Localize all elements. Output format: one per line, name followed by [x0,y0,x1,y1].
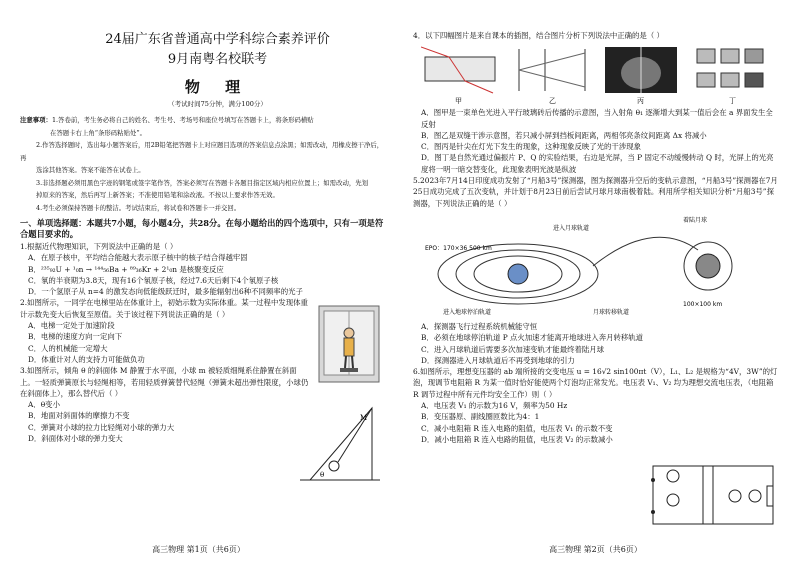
label-jia: 甲 [455,97,462,106]
notes-heading: 注意事项： [20,116,52,124]
label-ding: 丁 [729,97,736,106]
section-heading: 一、单项选择题：本题共7小题，每小题4分，共28分。在每小题给出的四个选项中，只有一项是符合题目要求的。 [20,218,384,239]
label-bing: 丙 [637,97,644,106]
q3-option-d: D．斜面体对小球的弹力变大 [28,434,123,444]
q5-option-a: A．探测器飞行过程系统机械能守恒 [421,321,538,331]
figure-ding [697,49,763,105]
q4-option-c: C．图丙是针尖在灯光下发生的现象，这种现象反映了光的干涉现象 [421,142,641,152]
exam-title-line2: 9月南粤名校联考 [167,52,268,67]
transfer-label: 进入地球停泊轨道 [443,308,492,316]
transformer-circuit [643,460,779,530]
elevator-figure [318,305,380,383]
terminal-b-icon [651,510,655,514]
question-4: 4．以下四幅图片是来自课本的插图，结合图片分析下列说法中正确的是（ ） [413,31,664,40]
mass-label: M [360,414,368,422]
q5-option-b: B．必须在地球停泊轨道 P 点火加速才能离开地球进入奔月转移轨道 [421,333,644,343]
note-line: 掉原来的答案，然后再写上新答案；不准使用铅笔和涂改液。不按以上要求作答无效。 [36,191,279,199]
notes-block [20,114,385,214]
q6-option-d: D．减小电阻箱 R 连入电路的阻值，电压表 V₂ 的示数减小 [421,434,613,444]
theta-label: θ [320,471,325,479]
lunar-orbit-label: 进入月球轨道 [553,224,590,232]
incline-figure [300,400,380,485]
page-footer: 高三物理 第1页（共6页） [152,545,245,554]
q3-option-a: A．θ变小 [28,400,60,410]
note-line: 在答题卡右上角“条形码粘贴处”。 [50,128,147,137]
question-1: 1.根据近代物理知识，下列说法中正确的是（ ） [20,242,178,251]
orbit-diagram [423,210,773,320]
note-line: 选涂其他答案。答案不能答在试卷上。 [36,166,145,174]
moon-icon [696,254,720,278]
label-yi: 乙 [549,97,556,106]
lunar-transfer-label: 月球转移轨道 [593,308,630,316]
q1-option-b: B．²³⁵₉₂U + ¹₀n → ¹⁴⁴₅₆Ba + ⁸⁹₃₆Kr + 2¹₀n 是核聚变反应 [28,264,224,274]
q4-option-b: B．图乙是双缝干涉示意图，若只减小屏到挡板间距离，两相邻亮条纹间距离 Δx 将减小 [421,130,707,140]
figure-jia [421,47,495,105]
q4-option-d: D．图丁是自然光通过偏振片 P、Q 的实验结果，右边是光屏，当 P 固定不动缓慢转动 Q 时，光屏上的光亮度将一明一暗交替变化，此现象表明光波是纵波 [421,153,774,174]
landing-label: 着陆月球 [683,216,708,224]
page-footer: 高三物理 第2页（共6页） [549,545,642,554]
note-line: 3.非选择题必须用黑色字迹的钢笔或签字笔作答，答案必须写在答题卡各题目指定区域内相应位置上；如需改动，先划 [36,178,369,187]
question-2: 2.如图所示，一同学在电梯里站在体重计上，初始示数为实际体重。某一过程中发现体重计示数先变大后恢复至原值。关于该过程下列说法正确的是（ ） [20,298,308,319]
q1-option-d: D．一个氢原子从 n=4 的激发态向低能级跃迁时，最多能辐射出6种不同频率的光子 [28,287,303,297]
exam-info: （考试时间75分钟，满分100分） [168,100,267,108]
epo-label: EPO：170×36 500 km [425,244,492,252]
figure-bing [605,47,677,105]
question-5: 5.2023年7月14日印度成功发射了“月船3号”探测器，图为探测器升空后的变轨示意图，“月船3号”探测器在7月25日成功完成了五次变轨，并计划于8月23日前后尝试月球月球南极着陆。利用所学相关知识分析“月船3号”探测器，下列说法正确的是（ ） [413,176,778,208]
q4-figures [421,43,787,105]
earth-icon [508,264,528,284]
page-2 [397,0,794,561]
q6-option-b: B．变压器原、副线圈匝数比为4：1 [421,412,540,422]
q1-option-c: C．氡的半衰期为3.8天，现有16个氡原子核，经过7.6天后剩下4个氡原子核 [28,275,279,285]
q6-option-c: C．减小电阻箱 R 连入电路的阻值，电压表 V₁ 的示数不变 [421,423,613,433]
note-line: 2.作答选择题时，选出每小题答案后，用2B铅笔把答题卡上对应题目选项的答案信息点涂黑；如需改动，用橡皮擦干净后，再 [20,141,384,162]
question-3: 3.如图所示，倾角 θ 的斜面体 M 静置于水平面，小球 m 被轻质细绳系住静置在斜面上。一轻质弹簧原长与轻绳相等，若用轻质弹簧替代轻绳（弹簧未超出弹性限度，小球仍在斜面体上），那么替代后（ ） [20,366,309,398]
q1-option-a: A．在原子核中，平均结合能越大表示原子核中的核子结合得越牢固 [28,253,248,263]
figure-yi [519,49,585,105]
q4-option-a: A．图甲是一束单色光进入平行玻璃砖后传播的示意图，当入射角 θ₁ 逐渐增大到某一值后会在 a 界面发生全反射 [421,108,773,129]
voltmeter-v2-icon [749,490,761,502]
question-6: 6.如图所示，理想变压器的 ab 端所接的交变电压 u = 16√2 sin100πt（V），L₁、L₂ 是规格为“4V，3W”的灯泡，现调节电阻箱 R 为某一值时恰好能使两个灯泡均正常发光。电压表 V₁、V₂ 均为理想交流电压表，（电阻箱 R 调节过程中所有元件均安全工作）则（ ） [413,367,778,399]
lamp-l1-icon [667,470,679,482]
moon-orbit-label: 100×100 km [683,300,723,308]
q2-option-c: C．人的机械能一定增大 [28,343,108,353]
q6-option-a: A．电压表 V₁ 的示数为16 V，频率为50 Hz [421,401,568,411]
q3-option-c: C．弹簧对小球的拉力比轻绳对小球的弹力大 [28,422,175,432]
q3-option-b: B．地面对斜面体的摩擦力不变 [28,411,130,421]
exam-title-line1: 24届广东省普通高中学科综合素养评价 [105,32,330,47]
terminal-a-icon [651,478,655,482]
q5-option-d: D．探测器进入月球轨道后不再受到地球的引力 [421,355,575,365]
note-line: 1.答卷前，考生务必将自己的姓名、考生号、考场号和座位号填写在答题卡上，将条形码横贴 [51,116,314,124]
q2-option-a: A．电梯一定处于加速阶段 [28,321,115,331]
lamp-l2-icon [729,490,741,502]
q2-option-b: B．电梯的速度方向一定向下 [28,332,123,342]
q2-option-d: D．体重计对人的支持力可能做负功 [28,354,145,364]
resistor-box-icon [767,486,773,506]
note-line: 4.考生必须保持答题卡的整洁。考试结束后，将试卷和答题卡一并交回。 [36,203,241,212]
q5-option-c: C．进入月球轨道后需要多次加速变轨才能最终着陆月球 [421,344,605,354]
voltmeter-v1-icon [667,494,679,506]
subject-title: 物 理 [184,78,251,96]
